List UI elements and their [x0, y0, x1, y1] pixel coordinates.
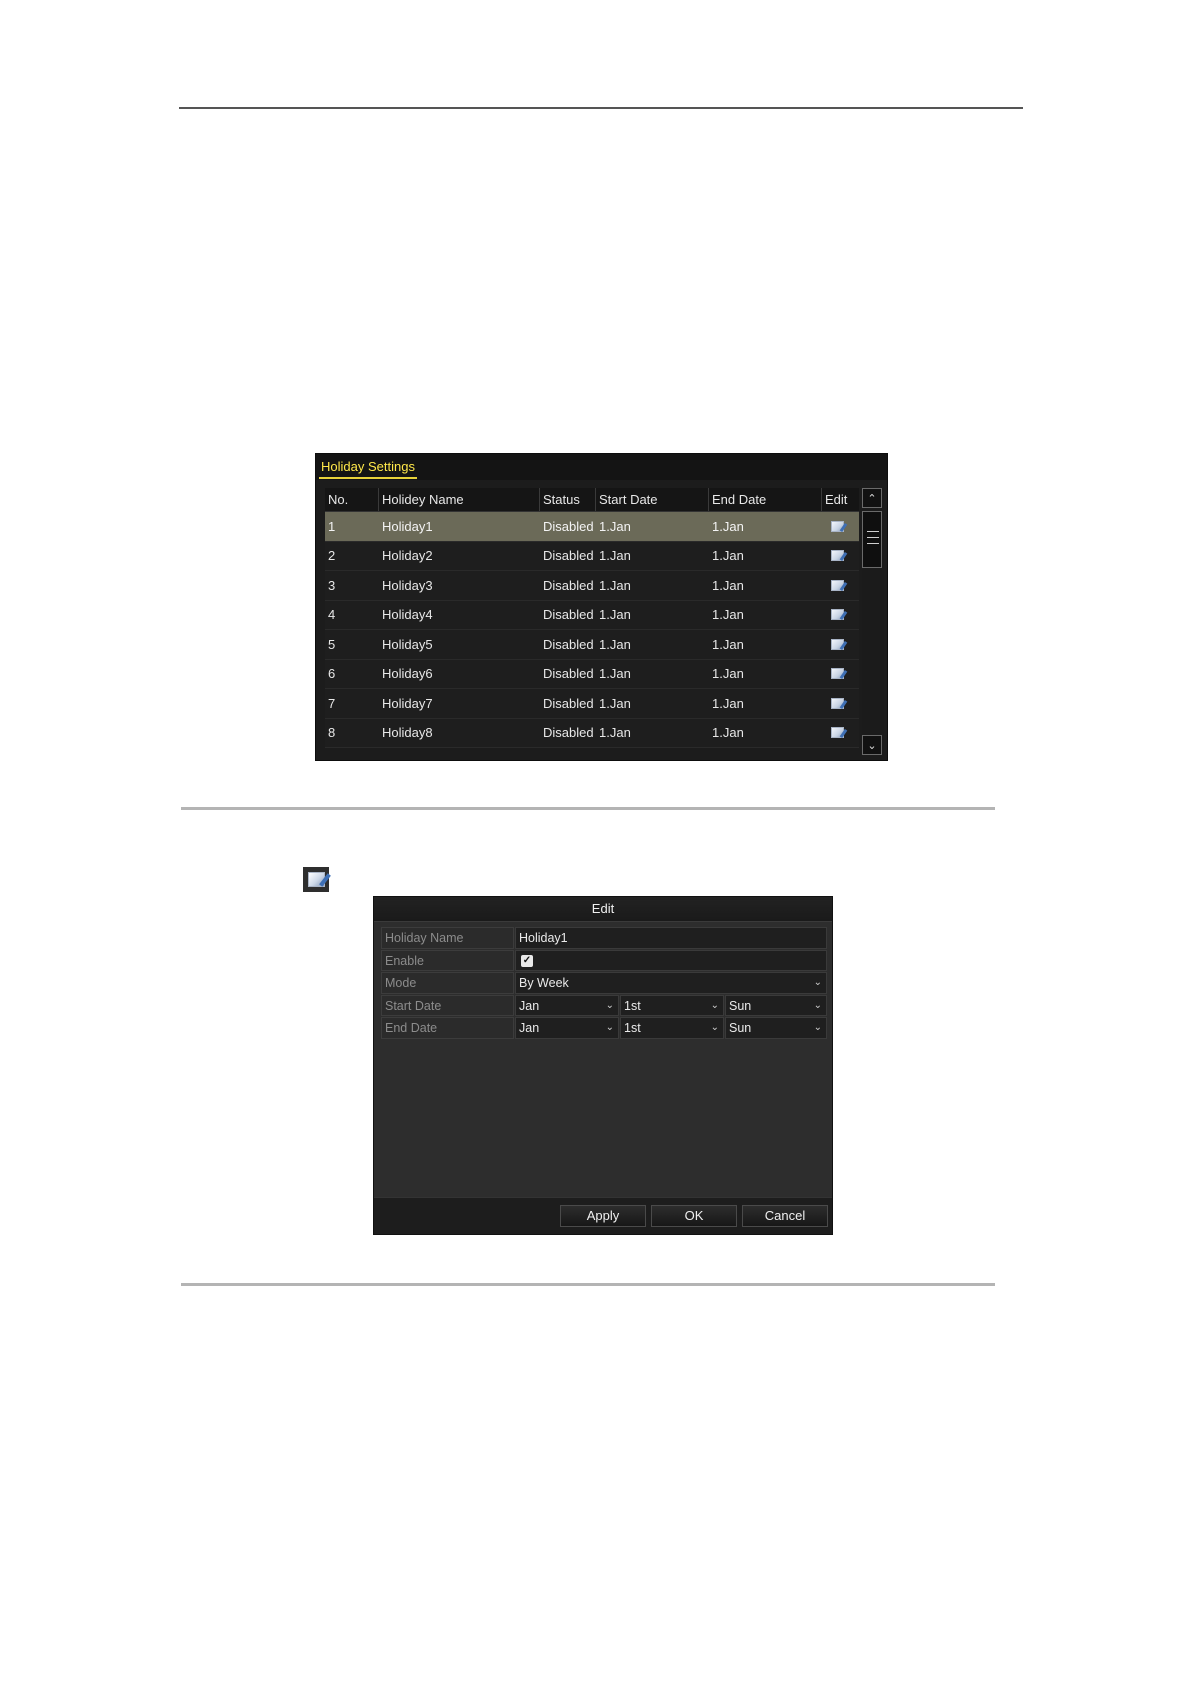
- row-holiday-name: Holiday2: [382, 548, 433, 564]
- start-day-select[interactable]: [725, 995, 827, 1017]
- section-divider: [181, 807, 995, 810]
- edit-icon[interactable]: [831, 668, 844, 679]
- scroll-up-chevron-icon[interactable]: ⌃: [862, 488, 882, 508]
- row-status: Disabled: [543, 607, 594, 623]
- row-edit-cell: [822, 630, 859, 659]
- cancel-button[interactable]: Cancel: [742, 1205, 828, 1227]
- holiday-tab-bar: [316, 454, 887, 480]
- row-edit-cell: [822, 719, 859, 748]
- row-no: 6: [328, 666, 336, 682]
- edit-icon[interactable]: [831, 550, 844, 561]
- table-row[interactable]: [325, 630, 859, 660]
- mode-row: [381, 972, 827, 994]
- end-day-select[interactable]: [725, 1017, 827, 1039]
- end-date-label: End Date: [381, 1017, 514, 1039]
- column-header-end-date[interactable]: End Date: [709, 488, 822, 511]
- row-edit-cell: [822, 542, 859, 571]
- row-end-date: 1.Jan: [712, 725, 744, 741]
- table-row[interactable]: [325, 571, 859, 601]
- edit-icon[interactable]: [831, 698, 844, 709]
- holiday-name-label: Holiday Name: [381, 927, 514, 949]
- apply-button[interactable]: Apply: [560, 1205, 646, 1227]
- row-status: Disabled: [543, 666, 594, 682]
- enable-checkbox[interactable]: ✓: [522, 954, 532, 966]
- row-no: 4: [328, 607, 336, 623]
- row-holiday-name: Holiday1: [382, 518, 433, 534]
- edit-icon[interactable]: [831, 639, 844, 650]
- mode-value: By Week: [519, 976, 569, 990]
- row-edit-cell: [822, 601, 859, 630]
- start-week-select[interactable]: [620, 995, 724, 1017]
- start-date-label: Start Date: [381, 995, 514, 1017]
- row-holiday-name: Holiday3: [382, 577, 433, 593]
- row-start-date: 1.Jan: [599, 577, 631, 593]
- column-header-no[interactable]: No.: [325, 488, 379, 511]
- row-holiday-name: Holiday5: [382, 636, 433, 652]
- table-scrollbar[interactable]: [862, 488, 884, 755]
- row-no: 2: [328, 548, 336, 564]
- edit-icon[interactable]: [831, 521, 844, 532]
- chevron-down-icon: ⌄: [605, 1022, 614, 1033]
- mode-label: Mode: [381, 972, 514, 994]
- scroll-down-chevron-icon[interactable]: ⌄: [862, 735, 882, 755]
- edit-icon[interactable]: [831, 609, 844, 620]
- table-row[interactable]: [325, 719, 859, 749]
- row-edit-cell: [822, 512, 859, 541]
- chevron-down-icon: ⌄: [710, 1022, 719, 1033]
- row-holiday-name: Holiday4: [382, 607, 433, 623]
- end-week-value: 1st: [624, 1021, 641, 1035]
- row-no: 1: [328, 518, 336, 534]
- row-holiday-name: Holiday8: [382, 725, 433, 741]
- table-row[interactable]: [325, 542, 859, 572]
- row-start-date: 1.Jan: [599, 548, 631, 564]
- row-no: 7: [328, 695, 336, 711]
- enable-field: [515, 950, 827, 972]
- end-date-row: [381, 1017, 827, 1039]
- end-week-select[interactable]: [620, 1017, 724, 1039]
- table-row[interactable]: [325, 601, 859, 631]
- table-header-row: [325, 488, 859, 512]
- ok-button[interactable]: OK: [651, 1205, 737, 1227]
- table-row[interactable]: [325, 689, 859, 719]
- chevron-down-icon: ⌄: [605, 999, 614, 1011]
- start-week-value: 1st: [624, 998, 641, 1013]
- dialog-title: Edit: [374, 897, 832, 922]
- row-end-date: 1.Jan: [712, 518, 744, 534]
- holiday-table: [325, 488, 859, 748]
- row-end-date: 1.Jan: [712, 577, 744, 593]
- row-no: 5: [328, 636, 336, 652]
- row-no: 3: [328, 577, 336, 593]
- row-end-date: 1.Jan: [712, 607, 744, 623]
- enable-label: Enable: [381, 950, 514, 972]
- chevron-down-icon: ⌄: [710, 999, 719, 1011]
- row-start-date: 1.Jan: [599, 695, 631, 711]
- edit-form: [381, 927, 827, 1040]
- holiday-settings-panel: [315, 453, 888, 761]
- scroll-thumb[interactable]: [862, 511, 882, 568]
- row-start-date: 1.Jan: [599, 725, 631, 741]
- table-row[interactable]: [325, 660, 859, 690]
- row-start-date: 1.Jan: [599, 518, 631, 534]
- start-date-row: [381, 995, 827, 1017]
- row-end-date: 1.Jan: [712, 548, 744, 564]
- row-no: 8: [328, 725, 336, 741]
- chevron-down-icon: ⌄: [813, 977, 822, 988]
- row-status: Disabled: [543, 577, 594, 593]
- row-status: Disabled: [543, 548, 594, 564]
- edit-icon[interactable]: [831, 580, 844, 591]
- column-header-status[interactable]: Status: [540, 488, 596, 511]
- row-edit-cell: [822, 660, 859, 689]
- column-header-start-date[interactable]: Start Date: [596, 488, 709, 511]
- chevron-down-icon: ⌄: [813, 1022, 822, 1033]
- end-month-value: Jan: [519, 1021, 540, 1035]
- row-holiday-name: Holiday7: [382, 695, 433, 711]
- end-day-value: Sun: [729, 1021, 752, 1035]
- edit-icon: [303, 867, 329, 892]
- row-start-date: 1.Jan: [599, 607, 631, 623]
- enable-row: [381, 950, 827, 972]
- edit-icon[interactable]: [831, 727, 844, 738]
- row-start-date: 1.Jan: [599, 636, 631, 652]
- end-month-select[interactable]: [515, 1017, 619, 1039]
- holiday-name-row: [381, 927, 827, 949]
- start-month-select[interactable]: [515, 995, 619, 1017]
- row-holiday-name: Holiday6: [382, 666, 433, 682]
- holiday-name-input[interactable]: Holiday1: [515, 927, 827, 949]
- mode-select[interactable]: [515, 972, 827, 994]
- column-header-edit[interactable]: Edit: [825, 492, 848, 507]
- start-month-value: Jan: [519, 998, 540, 1013]
- page-top-rule: [179, 107, 1023, 109]
- table-row[interactable]: [325, 512, 859, 542]
- row-status: Disabled: [543, 725, 594, 741]
- edit-dialog: [373, 896, 833, 1235]
- row-start-date: 1.Jan: [599, 666, 631, 682]
- chevron-down-icon: ⌄: [813, 999, 822, 1011]
- row-status: Disabled: [543, 518, 594, 534]
- row-status: Disabled: [543, 636, 594, 652]
- row-end-date: 1.Jan: [712, 636, 744, 652]
- section-divider: [181, 1283, 995, 1286]
- row-edit-cell: [822, 571, 859, 600]
- row-end-date: 1.Jan: [712, 695, 744, 711]
- start-day-value: Sun: [729, 998, 752, 1013]
- tab-holiday-settings[interactable]: Holiday Settings: [319, 457, 417, 479]
- row-end-date: 1.Jan: [712, 666, 744, 682]
- column-header-holiday-name[interactable]: Holidey Name: [379, 488, 540, 511]
- row-status: Disabled: [543, 695, 594, 711]
- dialog-footer: [374, 1197, 832, 1234]
- row-edit-cell: [822, 689, 859, 718]
